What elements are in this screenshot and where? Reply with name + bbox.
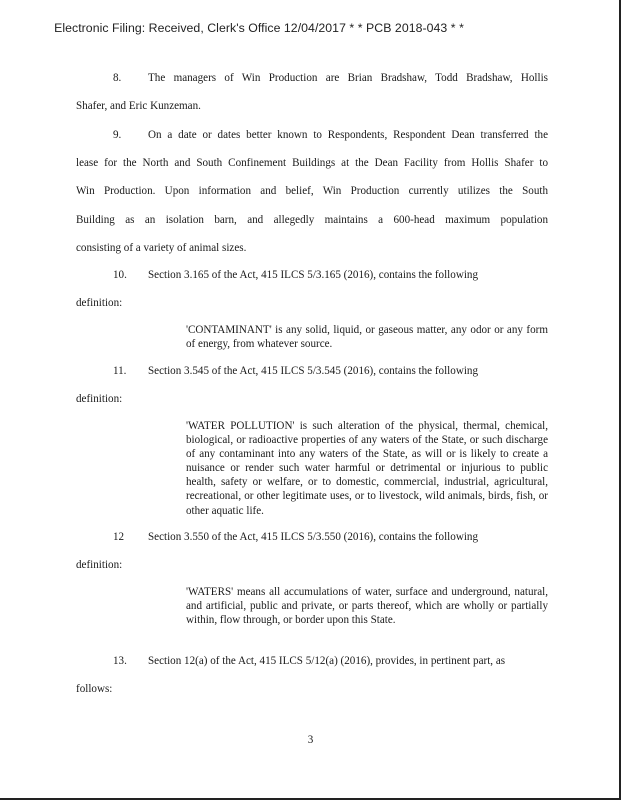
paragraph-9-line-3: Win Production. Upon information and belief, Win Production currently utilizes the South (76, 185, 548, 198)
paragraph-10 (76, 261, 548, 317)
paragraph-8-line-1: 8. The managers of Win Production are Brian Bradshaw, Todd Bradshaw, Hollis (113, 72, 548, 84)
paragraph-11 (76, 357, 548, 413)
paragraph-12-line-1: 12 Section 3.550 of the Act, 415 ILCS 5/3.550 (2016), contains the following (113, 531, 479, 543)
paragraph-13-number: 13. (113, 655, 127, 667)
quote-water-pollution-definition: 'WATER POLLUTION' is such alteration of the physical, thermal, chemical, biological, or radioactive properties of any waters of the State, or such discharge of any contaminant into any waters of the State, as will or is likely to create a nuisance or render such water harmful or detrimental or injurious to public health, safety or welfare, or to domestic, commercial, industrial, agricultural, recreational, or other legitimate uses, or to livestock, wild animals, birds, fish, or other aquatic life. (186, 420, 548, 517)
paragraph-8-number: 8. (113, 72, 122, 84)
paragraph-10-line-1: 10. Section 3.165 of the Act, 415 ILCS 5/3.165 (2016), contains the following (113, 269, 479, 281)
paragraph-11-line-2: definition: (76, 393, 123, 406)
paragraph-10-line-2: definition: (76, 297, 123, 310)
paragraph-9-line-1: 9. On a date or dates better known to Respondents, Respondent Dean transferred the (113, 129, 548, 141)
paragraph-8-line-2: Shafer, and Eric Kunzeman. (76, 100, 201, 113)
paragraph-8 (76, 64, 548, 120)
paragraph-9-line-4: Building as an isolation barn, and allegedly maintains a 600-head maximum population (76, 213, 548, 226)
paragraph-9 (76, 121, 548, 262)
paragraph-11-line-1: 11. Section 3.545 of the Act, 415 ILCS 5/3.545 (2016), contains the following (113, 365, 479, 377)
filing-stamp-header: Electronic Filing: Received, Clerk's Office 12/04/2017 * * PCB 2018-043 * * (54, 21, 464, 35)
quote-waters-definition: 'WATERS' means all accumulations of water, surface and underground, natural, and artificial, public and private, or parts thereof, which are wholly or partially within, flow through, or border upon this State. (186, 586, 548, 627)
paragraph-9-number: 9. (113, 129, 122, 141)
page-number: 3 (307, 734, 314, 746)
paragraph-11-number: 11. (113, 365, 127, 377)
paragraph-12 (76, 523, 548, 579)
quote-contaminant-definition: 'CONTAMINANT' is any solid, liquid, or gaseous matter, any odor or any form of energy, from whatever source. (186, 324, 548, 351)
paragraph-13-line-1: 13. Section 12(a) of the Act, 415 ILCS 5/12(a) (2016), provides, in pertinent part, as (113, 655, 506, 667)
paragraph-9-line-5: consisting of a variety of animal sizes. (76, 241, 247, 254)
paragraph-13-line-2: follows: (76, 683, 113, 696)
paragraph-10-number: 10. (113, 269, 127, 281)
paragraph-12-line-2: definition: (76, 559, 123, 572)
paragraph-13 (76, 647, 548, 703)
paragraph-12-number: 12 (113, 531, 125, 543)
paragraph-9-line-2: lease for the North and South Confinement Buildings at the Dean Facility from Hollis Shafer to (76, 157, 548, 170)
